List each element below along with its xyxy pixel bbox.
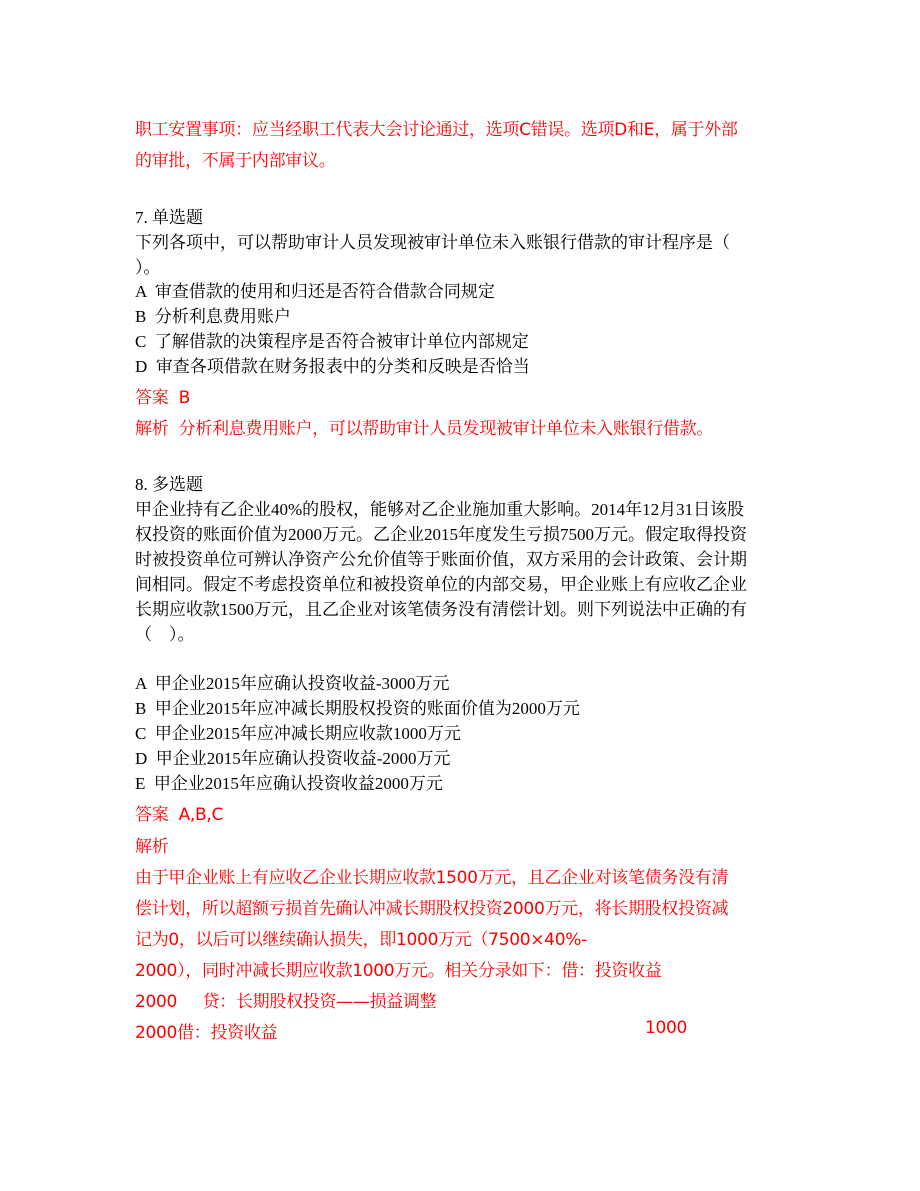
intro-line-1: 职工安置事项：应当经职工代表大会讨论通过，选项C错误。选项D和E，属于外部 <box>135 120 738 140</box>
q8-analysis-line-2: 偿计划，所以超额亏损首先确认冲减长期股权投资2000万元，将长期股权投资减 <box>135 899 729 919</box>
q8-analysis-line-3: 记为0，以后可以继续确认损失，即1000万元（7500×40%- <box>135 930 587 950</box>
q8-analysis-line-6: 2000借：投资收益 <box>135 1023 278 1043</box>
q7-header: 7. 单选题 <box>135 208 203 227</box>
q7-answer: 答案 B <box>135 388 190 408</box>
q8-stem-line-6: （ ）。 <box>135 625 195 644</box>
q8-stem-line-5: 长期应收款1500万元，且乙企业对该笔债务没有清偿计划。则下列说法中正确的有 <box>135 600 747 619</box>
q7-option-b: B 分析利息费用账户 <box>135 307 291 326</box>
q8-analysis-line-4: 2000），同时冲减长期应收款1000万元。相关分录如下：借：投资收益 <box>135 961 662 981</box>
q8-stem-line-1: 甲企业持有乙企业40%的股权，能够对乙企业施加重大影响。2014年12月31日该股 <box>135 500 745 519</box>
q8-answer: 答案 A,B,C <box>135 805 224 825</box>
q8-analysis-label: 解析 <box>135 837 169 857</box>
q8-option-a: A 甲企业2015年应确认投资收益-3000万元 <box>135 674 450 693</box>
q8-stem-line-2: 权投资的账面价值为2000万元。乙企业2015年度发生亏损7500万元。假定取得投资 <box>135 525 747 544</box>
q8-option-c: C 甲企业2015年应冲减长期应收款1000万元 <box>135 724 461 743</box>
q7-stem-line-2: ）。 <box>135 258 161 277</box>
q8-option-b: B 甲企业2015年应冲减长期股权投资的账面价值为2000万元 <box>135 699 580 718</box>
q7-option-a: A 审查借款的使用和归还是否符合借款合同规定 <box>135 282 495 301</box>
q8-stem-line-4: 间相同。假定不考虑投资单位和被投资单位的内部交易，甲企业账上有应收乙企业 <box>135 575 747 594</box>
q8-header: 8. 多选题 <box>135 475 203 494</box>
intro-line-2: 的审批，不属于内部审议。 <box>135 151 336 171</box>
q8-analysis-line-5: 2000 贷：长期股权投资——损益调整 <box>135 992 437 1012</box>
q7-stem-line-1: 下列各项中，可以帮助审计人员发现被审计单位未入账银行借款的审计程序是（ <box>135 233 730 252</box>
q8-stem-line-3: 时被投资单位可辨认净资产公允价值等于账面价值，双方采用的会计政策、会计期 <box>135 550 747 569</box>
q8-analysis-last-value: 1000 <box>645 1018 688 1038</box>
q8-option-d: D 甲企业2015年应确认投资收益-2000万元 <box>135 749 451 768</box>
q8-analysis-line-1: 由于甲企业账上有应收乙企业长期应收款1500万元，且乙企业对该笔债务没有清 <box>135 868 729 888</box>
q7-analysis: 解析 分析利息费用账户，可以帮助审计人员发现被审计单位未入账银行借款。 <box>135 419 714 439</box>
q8-option-e: E 甲企业2015年应确认投资收益2000万元 <box>135 774 443 793</box>
q7-option-d: D 审查各项借款在财务报表中的分类和反映是否恰当 <box>135 357 530 376</box>
q7-option-c: C 了解借款的决策程序是否符合被审计单位内部规定 <box>135 332 529 351</box>
